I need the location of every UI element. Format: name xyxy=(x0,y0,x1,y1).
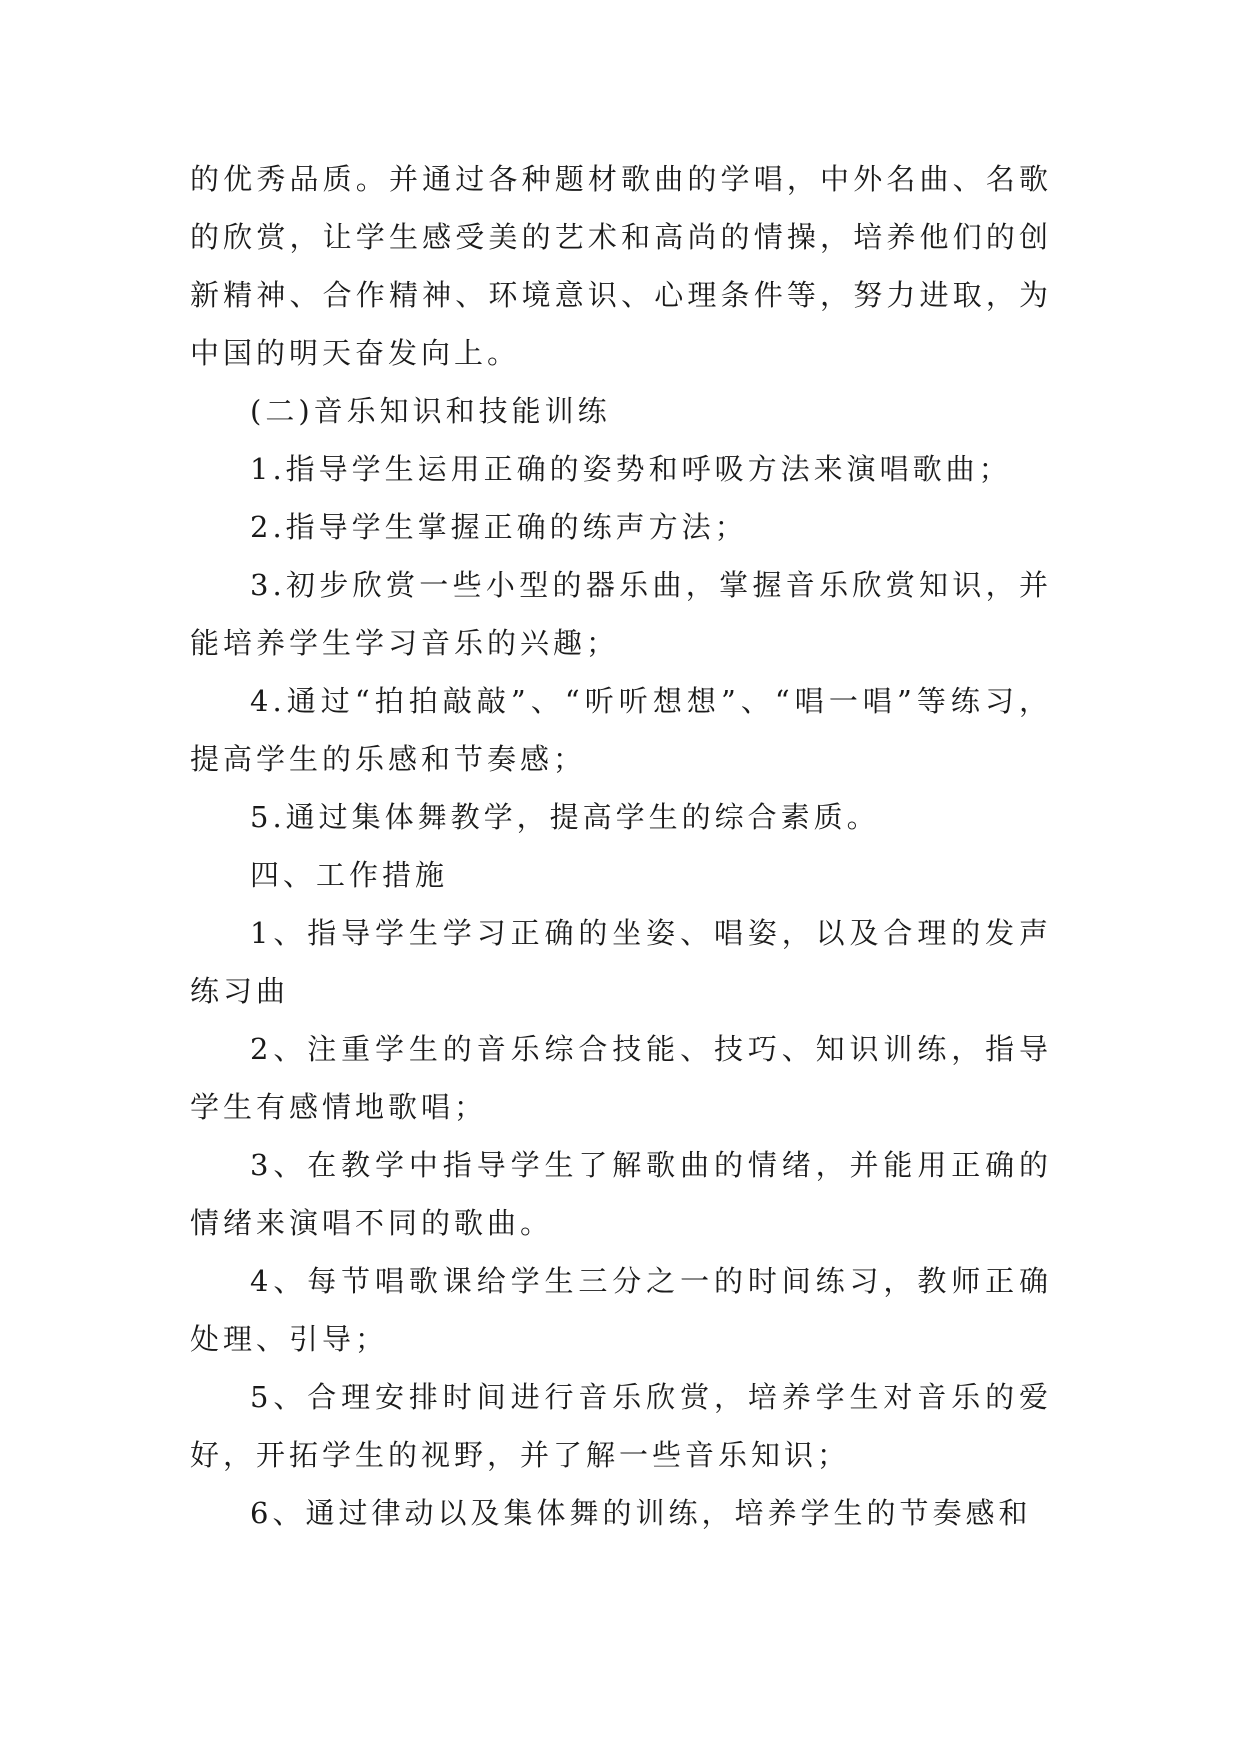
list-item: 4、每节唱歌课给学生三分之一的时间练习，教师正确处理、引导； xyxy=(190,1264,1052,1356)
list-item: 1、指导学生学习正确的坐姿、唱姿，以及合理的发声练习曲 xyxy=(190,916,1052,1008)
list-item: 4.通过“拍拍敲敲”、“听听想想”、“唱一唱”等练习，提高学生的乐感和节奏感； xyxy=(190,684,1052,776)
section-heading-work-measures: 四、工作措施 xyxy=(250,858,449,892)
paragraph-continuation: 的优秀品质。并通过各种题材歌曲的学唱，中外名曲、名歌的欣赏，让学生感受美的艺术和高尚的情操，培养他们的创新精神、合作精神、环境意识、心理条件等，努力进取，为中国的明天奋发向上。 xyxy=(190,162,1052,370)
list-item: 3、在教学中指导学生了解歌曲的情绪，并能用正确的情绪来演唱不同的歌曲。 xyxy=(190,1148,1052,1240)
list-item: 5、合理安排时间进行音乐欣赏，培养学生对音乐的爱好，开拓学生的视野，并了解一些音乐知识； xyxy=(190,1380,1052,1472)
list-item: 5.通过集体舞教学，提高学生的综合素质。 xyxy=(250,800,880,834)
section-heading-music-skills: (二)音乐知识和技能训练 xyxy=(250,394,611,428)
list-item: 2、注重学生的音乐综合技能、技巧、知识训练，指导学生有感情地歌唱； xyxy=(190,1032,1052,1124)
list-item: 2.指导学生掌握正确的练声方法； xyxy=(250,510,748,544)
list-item: 3.初步欣赏一些小型的器乐曲，掌握音乐欣赏知识，并能培养学生学习音乐的兴趣； xyxy=(190,568,1052,660)
list-item: 1.指导学生运用正确的姿势和呼吸方法来演唱歌曲； xyxy=(250,452,1012,486)
document-body xyxy=(190,150,1052,1542)
list-item: 6、通过律动以及集体舞的训练，培养学生的节奏感和 xyxy=(250,1496,1032,1530)
